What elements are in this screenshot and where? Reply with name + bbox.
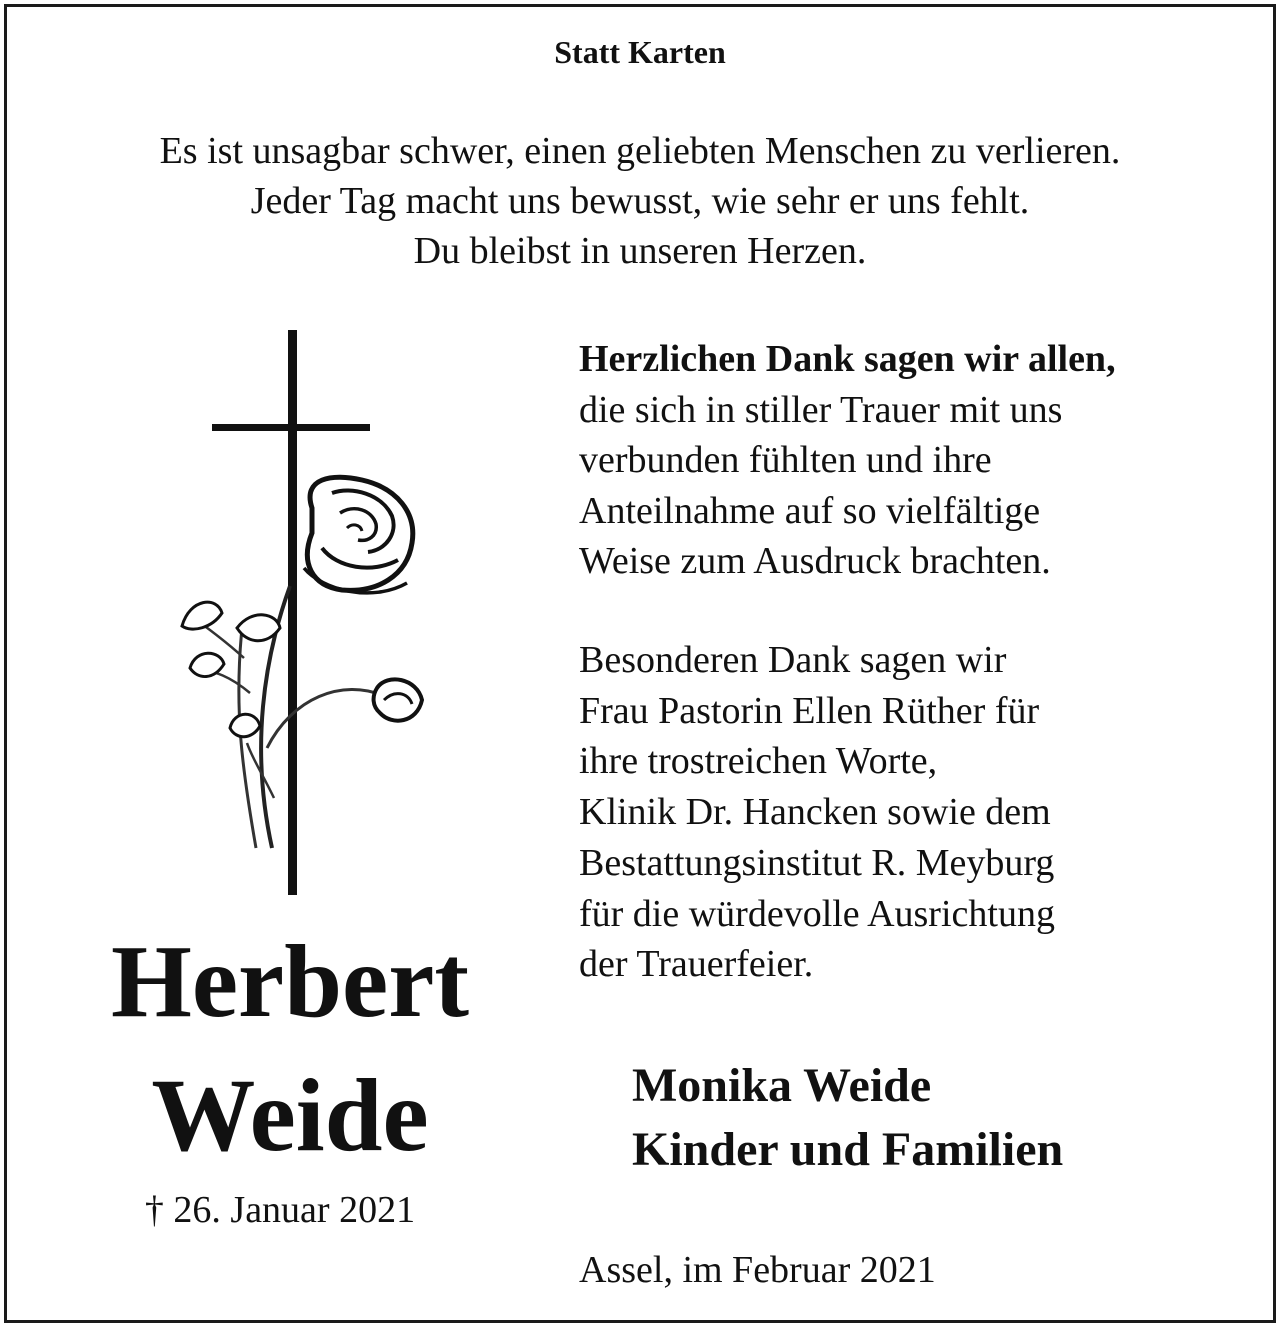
thanks-paragraph — [579, 334, 1116, 587]
notice-header: Statt Karten — [554, 34, 726, 70]
thanks-line: Weise zum Ausdruck brachten. — [579, 540, 1051, 582]
thanks-line: die sich in stiller Trauer mit uns — [579, 388, 1063, 431]
special-thanks-line: Besonderen Dank sagen wir — [579, 639, 1007, 681]
place-and-date: Assel, im Februar 2021 — [579, 1249, 936, 1291]
signatories — [632, 1054, 1063, 1182]
deceased-first-name: Herbert — [110, 924, 469, 1039]
special-thanks-paragraph — [579, 635, 1055, 990]
special-thanks-line: ihre trostreichen Worte, — [579, 740, 938, 783]
special-thanks-line: Bestattungsinstitut R. Meyburg — [579, 841, 1055, 884]
special-thanks-line: der Trauerfeier. — [579, 943, 814, 986]
cross-with-rose-icon — [172, 328, 432, 898]
death-date: † 26. Januar 2021 — [144, 1189, 416, 1231]
intro-line: Jeder Tag macht uns bewusst, wie sehr er uns fehlt. — [250, 180, 1030, 222]
signatory: Kinder und Familien — [632, 1123, 1064, 1176]
signatory: Monika Weide — [632, 1059, 932, 1112]
intro-line: Du bleibst in unseren Herzen. — [413, 230, 867, 272]
deceased-last-name: Weide — [151, 1058, 429, 1173]
thanks-heading: Herzlichen Dank sagen wir allen, — [579, 338, 1116, 380]
intro-verse — [0, 126, 1280, 276]
special-thanks-line: Frau Pastorin Ellen Rüther für — [579, 689, 1040, 732]
special-thanks-line: für die würdevolle Ausrichtung — [579, 892, 1055, 935]
intro-line: Es ist unsagbar schwer, einen geliebten Menschen zu verlieren. — [159, 130, 1121, 172]
thanks-line: Anteilnahme auf so vielfältige — [579, 489, 1041, 532]
thanks-line: verbunden fühlten und ihre — [579, 439, 992, 481]
special-thanks-line: Klinik Dr. Hancken sowie dem — [579, 791, 1051, 834]
